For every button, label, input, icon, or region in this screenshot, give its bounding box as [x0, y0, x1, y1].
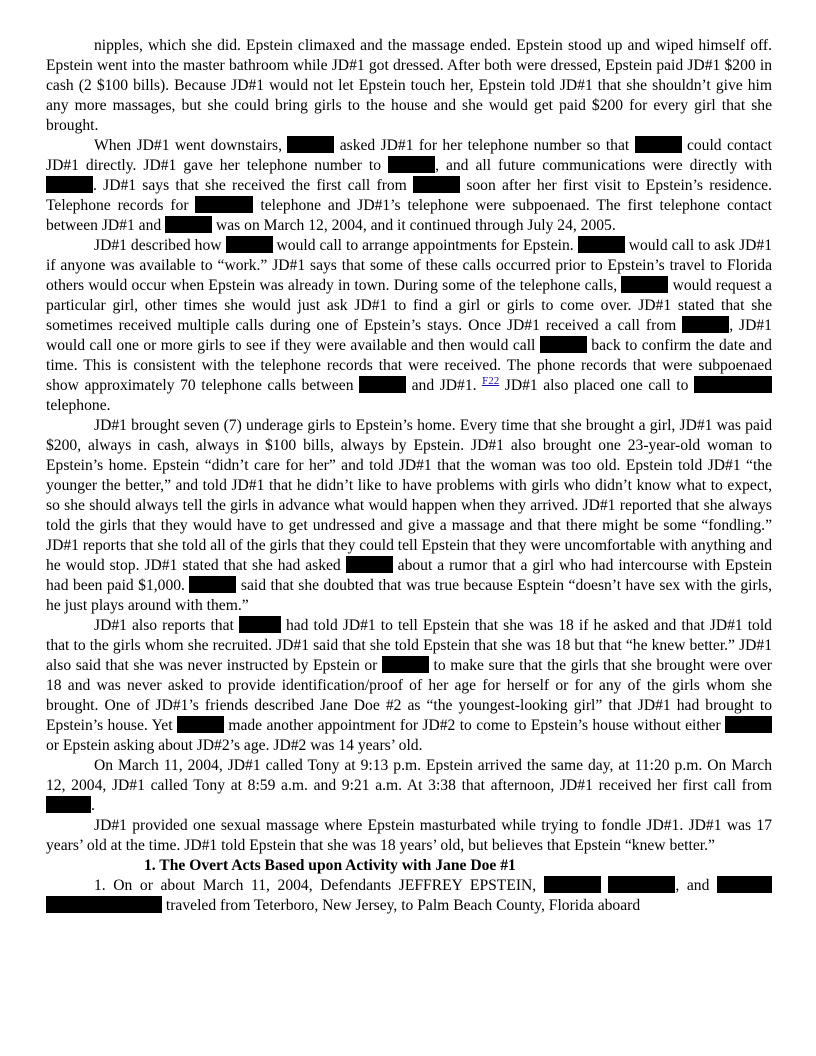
text-run: JD#1 described how — [94, 237, 222, 254]
redaction-box — [226, 236, 273, 253]
text-run: would call to ask JD#1 if anyone was available to “work.” JD#1 says that some of these calls occurred prior to Epstein’s travel to Florida others would occur when Epstein was already in town. During some of the telephone calls, — [46, 237, 772, 294]
text-run: telephone. — [46, 397, 111, 414]
paragraph-5 — [46, 616, 772, 756]
redaction-box — [725, 716, 772, 733]
section-heading: 1. The Overt Acts Based upon Activity with Jane Doe #1 — [144, 857, 516, 874]
text-run: had told JD#1 to tell Epstein that she was 18 if he asked and that JD#1 told that to the girls whom she recruited. JD#1 said that she told Epstein that she was 18 but that “he knew better.” JD#1 also said that she was never instructed by Epstein or — [46, 617, 772, 674]
redaction-box — [578, 236, 625, 253]
redaction-box — [287, 136, 334, 153]
redaction-box — [544, 876, 601, 893]
text-run: telephone and JD#1’s telephone were subpoenaed. The first telephone contact between JD#1 and — [46, 197, 773, 234]
text-run: about a rumor that a girl who had intercourse with Epstein had been paid $1,000. — [46, 557, 772, 594]
text-run: traveled from Teterboro, New Jersey, to Palm Beach County, Florida aboard — [165, 897, 641, 914]
redaction-box — [608, 876, 675, 893]
redaction-box — [540, 336, 587, 353]
text-run: to make sure that the girls that she brought were over 18 and was never asked to provide identification/proof of her age for herself or for any of the girls whom she brought. One of JD#1’s friends described Jane Doe #2 as “the youngest-looking girl” that JD#1 had brought to Epstein’s house. Yet — [46, 657, 772, 734]
text-run: made another appointment for JD#2 to come to Epstein’s house without either — [228, 717, 721, 734]
redaction-box — [46, 796, 91, 813]
text-run: JD#1 also placed one call to — [504, 377, 689, 394]
redaction-box — [195, 196, 253, 213]
redaction-box — [239, 616, 281, 633]
text-run: and JD#1. — [411, 377, 477, 394]
paragraph-3 — [46, 236, 772, 416]
redaction-box — [717, 876, 772, 893]
paragraph-6 — [46, 756, 772, 816]
redaction-box — [359, 376, 406, 393]
text-run: or Epstein asking about JD#2’s age. JD#2 was 14 years’ old. — [46, 737, 423, 754]
text-run: , JD#1 would call one or more girls to see if they were available and then would call — [46, 317, 772, 354]
redaction-box — [413, 176, 460, 193]
text-run: 1. On or about March 11, 2004, Defendants JEFFREY EPSTEIN, — [94, 877, 537, 894]
text-run: . JD#1 says that she received the first call from — [93, 177, 407, 194]
text-run: asked JD#1 for her telephone number so that — [339, 137, 630, 154]
redaction-box — [388, 156, 435, 173]
text-run: soon after her first visit to Epstein’s residence. Telephone records for — [46, 177, 772, 214]
text-run: was on March 12, 2004, and it continued through July 24, 2005. — [216, 217, 616, 234]
text-run: , and — [675, 877, 710, 894]
redaction-box — [682, 316, 729, 333]
document-page — [46, 36, 772, 916]
text-run: would call to arrange appointments for Epstein. — [276, 237, 574, 254]
redaction-box — [621, 276, 668, 293]
redaction-box — [177, 716, 224, 733]
redaction-box — [189, 576, 236, 593]
paragraph-1: nipples, which she did. Epstein climaxed and the massage ended. Epstein stood up and wiped himself off. Epstein went into the master bathroom while JD#1 got dressed. After both were dressed, Epstein paid JD#1 $200 in cash (2 $100 bills). Because JD#1 would not let Epstein touch her, Epstein told JD#1 that she shouldn’t give him any more massages, but she could bring girls to the house and she would get paid $200 for every girl that she brought. — [46, 37, 772, 134]
text-run: . — [91, 797, 95, 814]
text-run: said that she doubted that was true because Esptein “doesn’t have sex with the girls, he just plays around with them.” — [46, 577, 772, 614]
paragraph-7: JD#1 provided one sexual massage where Epstein masturbated while trying to fondle JD#1. JD#1 was 17 years’ old at the time. JD#1 told Epstein that she was 18 years’ old, but believes that Epstein “knew better.” — [46, 817, 772, 854]
redaction-box — [346, 556, 393, 573]
footnote-link-f22[interactable]: F22 — [482, 374, 500, 387]
text-run: JD#1 brought seven (7) underage girls to Epstein’s home. Every time that she brought a girl, JD#1 was paid $200, always in cash, always in $100 bills, always by Epstein. JD#1 also brought one 23-year-old woman to Epstein’s home. Epstein “didn’t care for her” and told JD#1 that the woman was too old. Epstein told JD#1 “the younger the better,” and told JD#1 that he didn’t like to have problems with girls who didn’t know what to expect, so she should always tell the girls in advance what would happen when they arrived. JD#1 reported that she always told the girls that they would have to get undressed and give a massage and that there might be some “fondling.” JD#1 reports that she told all of the girls that they could tell Epstein that they were uncomfortable with anything and he would stop. JD#1 stated that she had asked — [46, 417, 772, 574]
text-run: , and all future communications were directly with — [435, 157, 772, 174]
redaction-box — [165, 216, 212, 233]
paragraph-8 — [46, 876, 772, 916]
paragraph-4 — [46, 416, 772, 616]
paragraph-2 — [46, 136, 772, 236]
text-run: On March 11, 2004, JD#1 called Tony at 9:13 p.m. Epstein arrived the same day, at 11:20 p.m. On March 12, 2004, JD#1 called Tony at 8:59 a.m. and 9:21 a.m. At 3:38 that afternoon, JD#1 received her first call from — [46, 757, 772, 794]
redaction-box — [46, 896, 162, 913]
text-run: JD#1 also reports that — [94, 617, 234, 634]
text-run: back to confirm the date and time. This is consistent with the telephone records that were received. The phone records that were subpoenaed show approximately 70 telephone calls between — [46, 337, 772, 394]
redaction-box — [382, 656, 429, 673]
redaction-box — [46, 176, 93, 193]
text-run: When JD#1 went downstairs, — [94, 137, 282, 154]
redaction-box — [635, 136, 682, 153]
text-run: would request a particular girl, other times she would just ask JD#1 to find a girl or girls to come over. JD#1 stated that she sometimes received multiple calls during one of Epstein’s stays. Once JD#1 received a call from — [46, 277, 772, 334]
text-run: could contact JD#1 directly. JD#1 gave her telephone number to — [46, 137, 772, 174]
redaction-box — [694, 376, 772, 393]
